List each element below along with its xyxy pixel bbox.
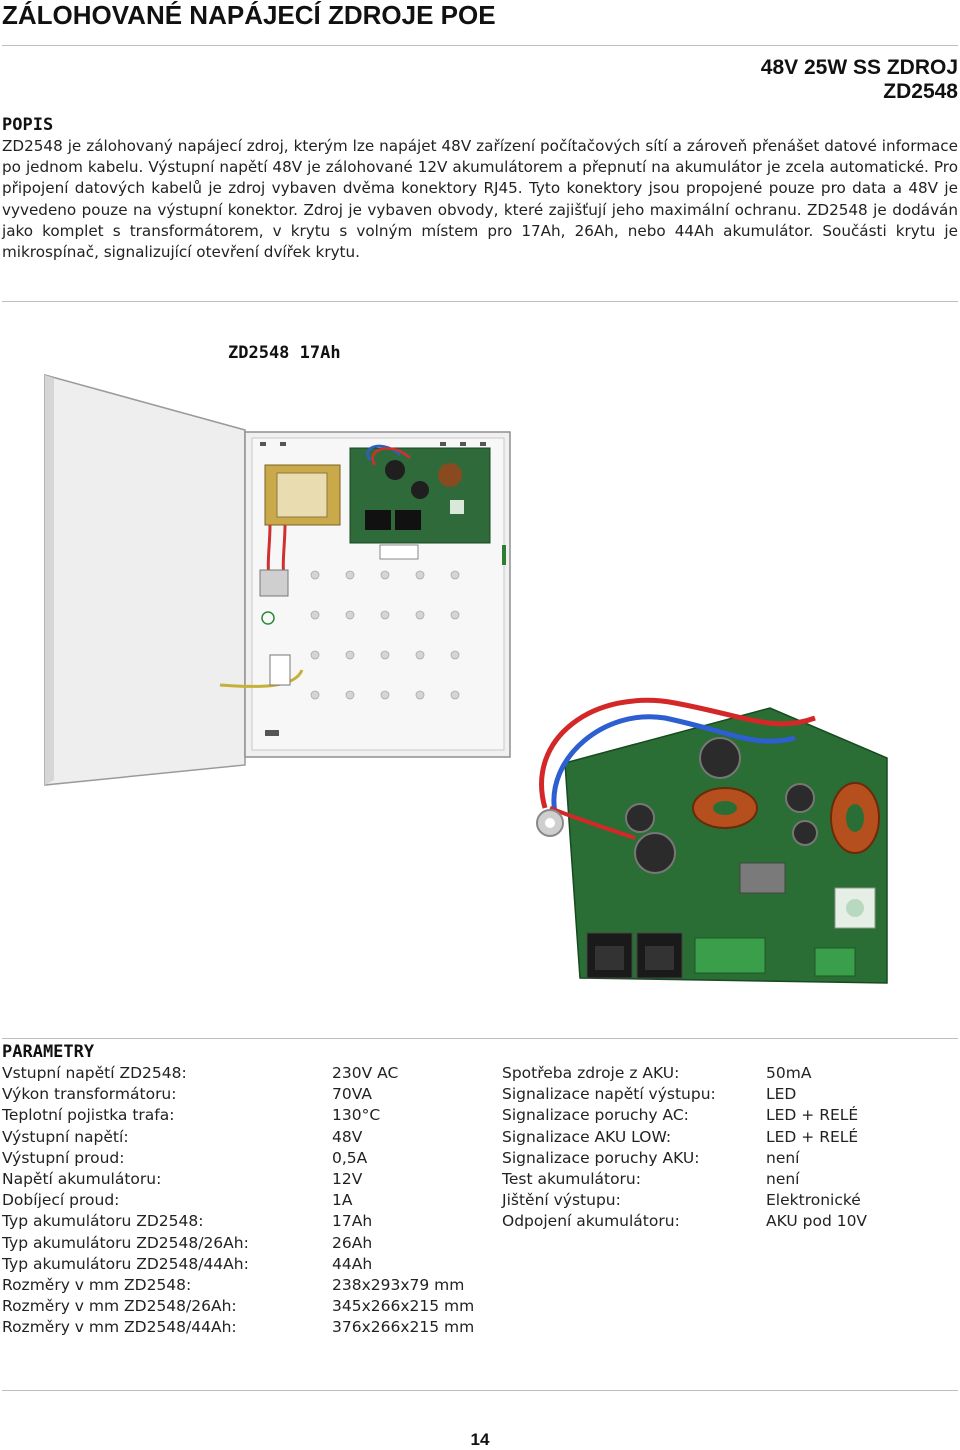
page-number: 14 xyxy=(470,1430,490,1449)
param-label: Rozměry v mm ZD2548/44Ah: xyxy=(2,1318,237,1337)
param-label: Rozměry v mm ZD2548: xyxy=(2,1275,192,1294)
product-title-line1: 48V 25W SS ZDROJ xyxy=(760,56,958,79)
description-text: ZD2548 je zálohovaný napájecí zdroj, kterým lze napájet 48V zařízení počítačových sítí a zároveň přenášet datové informace po jednom kabelu. Výstupní napětí 48V je zálohované 12V akumulátorem a přepnutí na akumulátor je zcela automatické. Pro připojení datových kabelů je zdroj vybaven dvěma konektory RJ45. Tyto konektory jsou propojené pouze pro data a 48V je vyvedeno pouze na výstupní konektor. Zdroj je vybaven obvody, které zajišťují jeho maximální ochranu. ZD2548 je dodáván jako komplet s transformátorem, v krytu s volným místem pro 17Ah, 26Ah, nebo 44Ah akumulátor. Součásti krytu je mikrospínač, signalizující otevření dvířek krytu. xyxy=(2,137,958,262)
param-value: není xyxy=(766,1148,800,1167)
param-label: Výstupní proud: xyxy=(2,1148,125,1167)
param-label: Odpojení akumulátoru: xyxy=(502,1212,680,1231)
param-label: Výstupní napětí: xyxy=(2,1127,129,1146)
param-label: Teplotní pojistka trafa: xyxy=(2,1106,175,1125)
parameters-heading: PARAMETRY xyxy=(2,1042,95,1062)
param-value: 50mA xyxy=(766,1064,812,1082)
param-value: 230V AC xyxy=(332,1064,399,1082)
param-label: Dobíjecí proud: xyxy=(2,1191,120,1210)
description-heading: POPIS xyxy=(2,115,54,135)
param-value: 70VA xyxy=(332,1085,372,1104)
footer-divider xyxy=(2,1390,958,1391)
param-label: Vstupní napětí ZD2548: xyxy=(2,1064,187,1082)
param-value: 12V xyxy=(332,1169,363,1188)
param-value: 345x266x215 mm xyxy=(332,1297,475,1316)
param-label: Rozměry v mm ZD2548/26Ah: xyxy=(2,1297,237,1316)
param-label: Signalizace poruchy AKU: xyxy=(502,1148,700,1167)
param-value: 0,5A xyxy=(332,1148,368,1167)
param-label: Signalizace napětí výstupu: xyxy=(502,1085,716,1104)
cabinet-photo xyxy=(40,370,530,790)
param-value: 44Ah xyxy=(332,1254,373,1273)
param-value: 48V xyxy=(332,1127,363,1146)
param-value: 26Ah xyxy=(332,1233,373,1252)
param-value: Elektronické xyxy=(766,1191,861,1210)
description-divider xyxy=(2,301,958,302)
param-value: 238x293x79 mm xyxy=(332,1275,465,1294)
param-value: 376x266x215 mm xyxy=(332,1318,475,1337)
param-label: Typ akumulátoru ZD2548: xyxy=(2,1212,204,1231)
pcb-photo xyxy=(515,678,890,993)
page-title: ZÁLOHOVANÉ NAPÁJECÍ ZDROJE POE xyxy=(2,0,496,30)
param-label: Test akumulátoru: xyxy=(502,1169,641,1188)
param-label: Typ akumulátoru ZD2548/26Ah: xyxy=(2,1233,249,1252)
product-title xyxy=(761,56,958,104)
param-value: LED xyxy=(766,1085,797,1104)
param-label: Signalizace poruchy AC: xyxy=(502,1106,689,1125)
param-value: 17Ah xyxy=(332,1212,373,1231)
param-value: 1A xyxy=(332,1191,353,1210)
param-value: AKU pod 10V xyxy=(766,1212,868,1231)
param-value: LED + RELÉ xyxy=(766,1106,859,1125)
param-label: Napětí akumulátoru: xyxy=(2,1169,162,1188)
param-label: Typ akumulátoru ZD2548/44Ah: xyxy=(2,1254,249,1273)
param-value: není xyxy=(766,1169,800,1188)
image-caption: ZD2548 17Ah xyxy=(228,343,341,363)
param-value: 130°C xyxy=(332,1106,381,1125)
param-label: Spotřeba zdroje z AKU: xyxy=(502,1064,680,1082)
param-label: Signalizace AKU LOW: xyxy=(502,1127,672,1146)
header-divider xyxy=(2,45,958,46)
param-label: Výkon transformátoru: xyxy=(2,1085,177,1104)
product-model: ZD2548 xyxy=(883,80,958,103)
parameters-divider xyxy=(2,1038,958,1039)
param-value: LED + RELÉ xyxy=(766,1127,859,1146)
param-label: Jištění výstupu: xyxy=(502,1191,621,1210)
